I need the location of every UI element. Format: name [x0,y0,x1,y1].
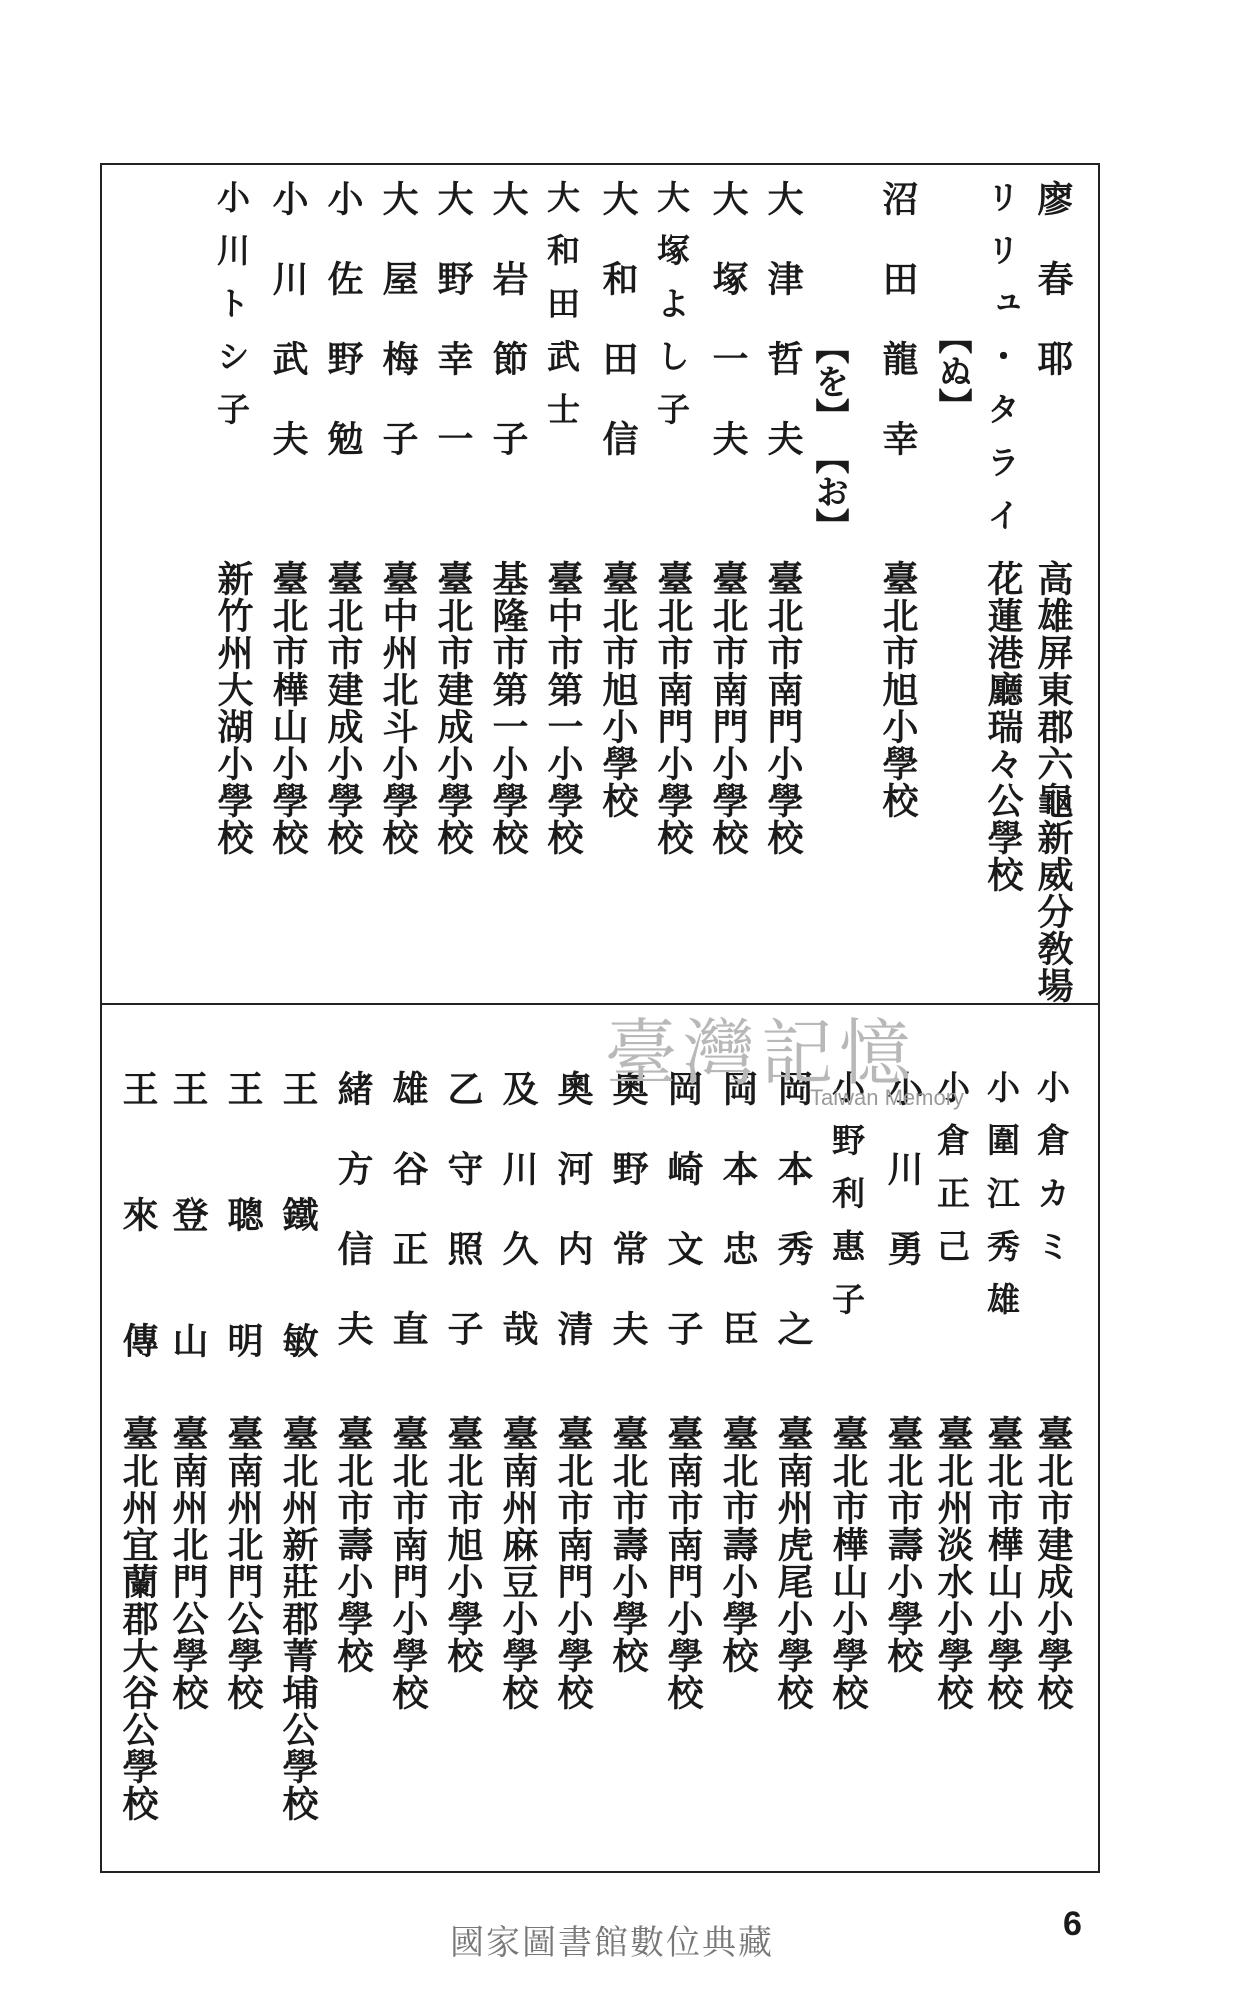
entry-school: 臺北州宜蘭郡大谷公學校 [117,1415,159,1822]
entry-school: 臺南州虎尾小學校 [772,1415,814,1711]
entry-school: 臺南州北門公學校 [167,1415,209,1711]
entry-name: 大屋梅子 [377,180,419,500]
entry-name: 小野利惠子 [827,1070,866,1335]
entry-school: 臺北市壽小學校 [717,1415,759,1674]
entry-name: 岡崎文子 [662,1070,704,1390]
entry-name: 大和田信 [597,180,639,500]
entry-name: 大津哲夫 [762,180,804,500]
entry-name: 緒方信夫 [332,1070,374,1390]
entry-school: 臺南市南門小學校 [662,1415,704,1711]
entry-name: 奧河内清 [552,1070,594,1390]
entry-school: 臺南州麻豆小學校 [497,1415,539,1711]
entry-school: 臺北市旭小學校 [877,560,919,819]
entry-school: 臺中州北斗小學校 [377,560,419,856]
entry-school: 臺北市南門小學校 [707,560,749,856]
entry-school: 臺北州淡水小學校 [932,1415,974,1711]
entry-name: 雄谷正直 [387,1070,429,1390]
entry-name: 王鐵敏 [277,1070,319,1448]
entry-school: 臺北市旭小學校 [597,560,639,819]
entry-name: 岡本忠臣 [717,1070,759,1390]
entry-school: 臺北市旭小學校 [442,1415,484,1674]
entry-name: 王來傳 [117,1070,159,1448]
entry-name: 奧野常夫 [607,1070,649,1390]
entry-name: 大塚よし子 [652,180,691,445]
entry-school: 臺北市樺山小學校 [267,560,309,856]
entry-school: 臺北市壽小學校 [607,1415,649,1674]
page-number: 6 [1063,1905,1082,1943]
library-credit: 國家圖書館數位典藏 [450,1923,774,1963]
entry-school: 高雄屏東郡六龜新威分敎場 [1032,560,1074,1004]
entry-school: 臺北市南門小學校 [652,560,694,856]
section-heading-o: 【お】 [809,440,849,542]
watermark-logo [605,995,1025,1115]
entry-school: 臺北市建成小學校 [1032,1415,1074,1711]
watermark-subtitle: Taiwan Memory [810,1085,965,1110]
entry-name: 岡本秀之 [772,1070,814,1390]
entry-school: 臺北市壽小學校 [332,1415,374,1674]
entry-name: 小佐野勉 [322,180,364,500]
entry-school: 臺北州新莊郡菁埔公學校 [277,1415,319,1822]
entry-name: 大和田武士 [542,180,581,445]
entry-name: 小圍江秀雄 [982,1070,1021,1335]
entry-name: 及川久哉 [497,1070,539,1390]
entry-school: 臺北市南門小學校 [762,560,804,856]
entry-name: 大野幸一 [432,180,474,500]
entry-name: 小川勇 [882,1070,924,1310]
entry-name: 王聰明 [222,1070,264,1448]
entry-name: 王登山 [167,1070,209,1448]
watermark-title: 臺灣記憶 [605,1011,918,1095]
section-heading-wo: 【を】 [809,330,849,432]
entry-name: リリュ・タライ [982,180,1021,551]
section-heading-nu: 【ぬ】 [932,320,972,422]
entry-school: 臺北市南門小學校 [552,1415,594,1711]
entry-school: 臺中市第一小學校 [542,560,584,856]
entry-school: 臺北市樺山小學校 [827,1415,869,1711]
entry-name: 廖春耶 [1032,180,1074,420]
entry-name: 沼田龍幸 [877,180,919,500]
entry-name: 小川武夫 [267,180,309,500]
entry-name: 小倉カミ [1032,1070,1071,1282]
entry-school: 花蓮港廳瑞々公學校 [982,560,1024,893]
entry-school: 臺北市建成小學校 [322,560,364,856]
entry-school: 臺北市樺山小學校 [982,1415,1024,1711]
entry-name: 大岩節子 [487,180,529,500]
entry-name: 小川トシ子 [212,180,251,445]
entry-name: 大塚一夫 [707,180,749,500]
entry-school: 臺南州北門公學校 [222,1415,264,1711]
entry-school: 臺北市壽小學校 [882,1415,924,1674]
entry-school: 臺北市建成小學校 [432,560,474,856]
entry-school: 新竹州大湖小學校 [212,560,254,856]
entry-name: 小倉正己 [932,1070,971,1282]
entry-school: 臺北市南門小學校 [387,1415,429,1711]
entry-name: 乙守照子 [442,1070,484,1390]
entry-school: 基隆市第一小學校 [487,560,529,856]
